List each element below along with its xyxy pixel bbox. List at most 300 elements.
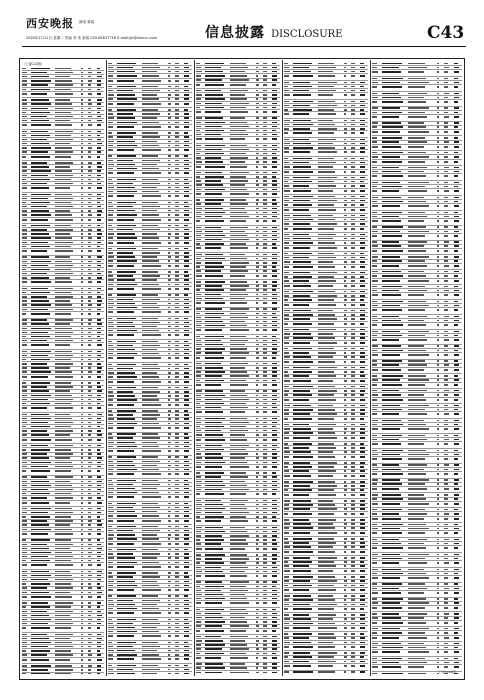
table-cell <box>184 506 192 509</box>
table-row <box>22 406 104 413</box>
text-placeholder <box>175 364 179 365</box>
table-cell <box>88 84 95 87</box>
table-cell <box>117 533 141 536</box>
table-cell <box>263 175 271 178</box>
table-cell <box>184 538 192 541</box>
table-cell <box>196 270 204 273</box>
text-placeholder <box>142 94 157 95</box>
text-placeholder <box>117 423 137 424</box>
text-placeholder <box>55 332 74 333</box>
text-placeholder <box>142 229 160 230</box>
text-placeholder <box>88 359 92 360</box>
table-cell <box>108 580 116 583</box>
text-placeholder <box>184 503 188 504</box>
text-placeholder <box>184 437 188 438</box>
table-cell <box>108 363 116 366</box>
text-placeholder <box>256 94 258 95</box>
table-cell <box>22 578 30 581</box>
table-cell <box>168 506 173 509</box>
table-cell <box>55 484 80 487</box>
text-placeholder <box>81 292 83 293</box>
text-placeholder <box>55 627 71 629</box>
table-cell <box>31 308 54 311</box>
table-cell <box>117 159 141 162</box>
text-placeholder <box>175 456 179 457</box>
text-placeholder <box>117 330 137 331</box>
text-placeholder <box>230 172 249 173</box>
text-placeholder <box>272 340 276 341</box>
table-cell <box>81 520 86 523</box>
table-cell <box>196 211 204 214</box>
text-placeholder <box>168 90 170 91</box>
text-placeholder <box>81 202 83 203</box>
table-cell <box>31 71 54 74</box>
text-placeholder <box>108 288 113 290</box>
table-cell <box>22 165 30 168</box>
text-placeholder <box>97 340 101 341</box>
text-placeholder <box>88 407 92 409</box>
text-placeholder <box>263 189 267 190</box>
text-placeholder <box>175 303 179 304</box>
table-cell <box>108 657 116 660</box>
table-cell <box>256 257 261 260</box>
table-cell <box>55 209 80 212</box>
table-cell <box>81 115 86 118</box>
table-cell <box>108 495 116 498</box>
table-cell <box>117 102 141 105</box>
table-cell <box>272 165 280 168</box>
text-placeholder <box>22 453 27 454</box>
table-cell <box>142 264 167 267</box>
table-cell <box>168 121 173 124</box>
text-placeholder <box>22 135 26 136</box>
text-placeholder <box>88 175 91 176</box>
table-cell <box>168 89 173 92</box>
text-placeholder <box>175 423 179 424</box>
text-placeholder <box>108 461 113 462</box>
table-cell <box>97 390 104 393</box>
table-cell <box>55 515 80 518</box>
table-cell <box>184 622 192 625</box>
table-cell <box>117 70 141 73</box>
table-cell <box>263 129 271 132</box>
text-placeholder <box>81 646 83 647</box>
text-placeholder <box>168 172 170 174</box>
table-cell <box>142 182 167 185</box>
table-cell <box>81 386 86 389</box>
table-cell <box>196 328 204 331</box>
table-cell <box>272 280 280 283</box>
text-placeholder <box>168 456 170 457</box>
text-placeholder <box>88 434 92 435</box>
table-cell <box>81 358 86 361</box>
text-placeholder <box>55 476 73 477</box>
text-placeholder <box>175 526 179 527</box>
text-placeholder <box>256 84 258 86</box>
table-cell <box>175 344 183 347</box>
table-cell <box>55 339 80 342</box>
table-cell <box>88 484 95 487</box>
table-cell <box>31 362 54 365</box>
table-cell <box>184 645 192 648</box>
table-cell <box>142 232 167 235</box>
text-placeholder <box>55 198 74 199</box>
table-cell <box>142 672 167 674</box>
text-placeholder <box>88 524 92 525</box>
text-placeholder <box>142 248 158 249</box>
table-cell <box>184 468 192 471</box>
table-cell <box>272 171 280 174</box>
text-placeholder <box>263 239 266 240</box>
text-placeholder <box>22 198 27 199</box>
table-cell <box>117 367 141 370</box>
table-cell <box>31 425 54 428</box>
text-placeholder <box>263 193 266 195</box>
table-cell <box>117 356 141 359</box>
table-cell <box>108 317 116 320</box>
table-cell <box>175 506 183 509</box>
text-placeholder <box>256 117 258 118</box>
text-placeholder <box>117 248 136 249</box>
text-placeholder <box>142 581 157 582</box>
table-cell <box>117 186 141 189</box>
text-placeholder <box>81 611 83 612</box>
table-cell <box>263 289 271 292</box>
text-placeholder <box>175 572 179 573</box>
text-placeholder <box>22 147 27 148</box>
table-cell <box>168 565 173 568</box>
text-placeholder <box>263 98 267 99</box>
text-placeholder <box>31 466 48 467</box>
table-cell <box>263 198 271 201</box>
table-cell <box>81 134 86 137</box>
table-cell <box>31 205 54 208</box>
text-placeholder <box>117 252 133 253</box>
text-placeholder <box>88 309 91 310</box>
table-cell <box>31 79 54 82</box>
text-placeholder <box>168 248 170 249</box>
text-placeholder <box>22 269 26 270</box>
text-placeholder <box>55 242 74 243</box>
text-placeholder <box>168 461 170 462</box>
table-cell <box>97 633 104 636</box>
table-cell <box>97 507 104 510</box>
table-cell <box>88 165 95 168</box>
table-cell <box>31 155 54 158</box>
table-cell <box>108 260 116 263</box>
text-placeholder <box>22 328 27 329</box>
table-cell <box>175 131 183 134</box>
text-placeholder <box>168 623 170 624</box>
text-placeholder <box>108 658 113 660</box>
table-cell <box>142 409 167 412</box>
text-placeholder <box>184 595 188 596</box>
table-cell <box>142 390 167 393</box>
text-placeholder <box>97 162 101 163</box>
text-placeholder <box>256 281 258 282</box>
table-cell <box>22 260 30 263</box>
text-placeholder <box>55 650 71 651</box>
text-placeholder <box>31 418 51 419</box>
table-cell <box>230 328 255 331</box>
table-cell <box>108 270 116 273</box>
text-placeholder <box>22 445 27 446</box>
table-cell <box>142 565 167 568</box>
table-cell <box>108 283 116 286</box>
table-cell <box>196 324 204 327</box>
text-placeholder <box>88 669 91 670</box>
table-cell <box>88 146 95 149</box>
text-placeholder <box>256 336 258 337</box>
text-placeholder <box>88 80 92 81</box>
text-placeholder <box>142 469 159 470</box>
text-placeholder <box>81 265 83 266</box>
text-placeholder <box>31 202 50 203</box>
text-placeholder <box>55 363 73 364</box>
text-placeholder <box>88 627 92 629</box>
table-cell <box>256 106 261 109</box>
table-cell <box>22 480 30 483</box>
table-row <box>22 626 104 633</box>
table-cell <box>184 62 192 65</box>
table-cell <box>142 163 167 166</box>
text-placeholder <box>117 260 137 261</box>
text-placeholder <box>168 526 170 527</box>
text-placeholder <box>184 275 188 276</box>
table-cell <box>168 340 173 343</box>
text-placeholder <box>31 470 50 472</box>
text-placeholder <box>117 376 137 377</box>
table-cell <box>184 495 192 498</box>
table-cell <box>196 246 204 249</box>
table-cell <box>142 325 167 328</box>
table-cell <box>108 102 116 105</box>
table-cell <box>168 140 173 143</box>
table-cell <box>230 301 255 304</box>
table-cell <box>22 406 30 409</box>
text-placeholder <box>168 391 170 392</box>
text-placeholder <box>108 160 113 161</box>
text-placeholder <box>55 194 72 195</box>
text-placeholder <box>55 116 73 117</box>
table-cell <box>168 394 173 397</box>
text-placeholder <box>81 376 83 378</box>
table-cell <box>168 237 173 240</box>
table-cell <box>31 637 54 640</box>
table-cell <box>31 461 54 464</box>
table-row <box>108 125 192 132</box>
table-cell <box>175 529 183 532</box>
text-placeholder <box>81 426 83 427</box>
table-cell <box>142 356 167 359</box>
table-cell <box>168 302 173 305</box>
table-cell <box>142 611 167 614</box>
text-placeholder <box>263 203 267 204</box>
table-cell <box>22 673 30 674</box>
text-placeholder <box>263 126 266 127</box>
table-cell <box>108 264 116 267</box>
text-placeholder <box>97 151 102 152</box>
table-cell <box>205 280 229 283</box>
table-cell <box>22 213 30 216</box>
table-cell <box>184 251 192 254</box>
table-cell <box>88 492 95 495</box>
text-placeholder <box>184 172 189 174</box>
text-placeholder <box>184 473 189 475</box>
text-placeholder <box>97 552 101 553</box>
table-cell <box>184 264 192 267</box>
table-cell <box>22 520 30 523</box>
text-placeholder <box>117 71 135 72</box>
text-placeholder <box>31 502 49 504</box>
table-cell <box>168 561 173 564</box>
table-cell <box>230 316 255 319</box>
text-placeholder <box>108 229 113 230</box>
text-placeholder <box>88 587 92 588</box>
continued-note: （上接C42版） <box>22 62 45 66</box>
table-cell <box>205 207 229 210</box>
text-placeholder <box>175 650 179 651</box>
text-placeholder <box>31 242 48 243</box>
text-placeholder <box>272 270 276 271</box>
table-cell <box>196 133 204 136</box>
text-placeholder <box>22 556 27 557</box>
text-placeholder <box>263 298 267 299</box>
table-cell <box>205 297 229 300</box>
table-cell <box>22 197 30 200</box>
text-placeholder <box>168 117 170 118</box>
table-cell <box>184 525 192 528</box>
table-cell <box>184 649 192 652</box>
table-cell <box>97 308 104 311</box>
text-placeholder <box>117 600 133 601</box>
table-cell <box>81 421 86 424</box>
table-cell <box>256 102 261 105</box>
text-placeholder <box>196 363 201 364</box>
table-cell <box>175 445 183 448</box>
table-row <box>108 171 192 178</box>
table-cell <box>55 547 80 550</box>
table-cell <box>184 144 192 147</box>
table-cell <box>117 622 141 625</box>
table-cell <box>168 125 173 128</box>
table-cell <box>168 159 173 162</box>
text-placeholder <box>108 410 112 411</box>
text-placeholder <box>230 184 245 185</box>
text-placeholder <box>97 548 102 549</box>
text-placeholder <box>31 430 46 431</box>
text-placeholder <box>31 179 50 180</box>
table-cell <box>22 75 30 78</box>
table-row <box>22 155 104 162</box>
table-cell <box>81 123 86 126</box>
text-placeholder <box>142 635 161 637</box>
text-placeholder <box>168 473 170 475</box>
text-placeholder <box>117 619 136 620</box>
table-cell <box>142 422 167 425</box>
table-cell <box>31 444 54 447</box>
text-placeholder <box>272 371 276 372</box>
text-placeholder <box>108 496 113 498</box>
table-cell <box>117 538 141 541</box>
table-cell <box>168 279 173 282</box>
text-placeholder <box>142 543 161 545</box>
table-cell <box>205 230 229 233</box>
text-placeholder <box>108 387 112 388</box>
table-cell <box>81 75 86 78</box>
table-cell <box>31 413 54 416</box>
text-placeholder <box>256 126 258 127</box>
text-placeholder <box>22 665 27 666</box>
text-placeholder <box>81 493 83 494</box>
table-cell <box>196 253 204 256</box>
table-cell <box>22 614 30 617</box>
table-cell <box>22 343 30 346</box>
table-cell <box>31 469 54 472</box>
text-placeholder <box>230 212 247 213</box>
text-placeholder <box>108 345 113 346</box>
table-cell <box>263 285 271 288</box>
table-cell <box>184 603 192 606</box>
table-cell <box>31 174 54 177</box>
table-cell <box>142 321 167 324</box>
text-placeholder <box>117 589 134 591</box>
table-cell <box>81 209 86 212</box>
text-placeholder <box>97 434 102 435</box>
table-cell <box>117 256 141 259</box>
text-placeholder <box>55 269 71 270</box>
table-cell <box>117 542 141 545</box>
table-cell <box>31 476 54 479</box>
table-cell <box>168 371 173 374</box>
table-cell <box>55 649 80 652</box>
table-cell <box>88 134 95 137</box>
table-cell <box>168 399 173 402</box>
text-placeholder <box>175 562 179 563</box>
text-placeholder <box>108 553 113 554</box>
table-cell <box>184 390 192 393</box>
table-cell <box>97 375 104 378</box>
table-cell <box>175 256 183 259</box>
text-placeholder <box>88 596 92 598</box>
text-placeholder <box>117 650 135 651</box>
text-placeholder <box>184 612 189 614</box>
table-cell <box>184 159 192 162</box>
table-cell <box>175 163 183 166</box>
text-placeholder <box>117 191 137 192</box>
table-cell <box>168 630 173 633</box>
table-cell <box>272 352 280 355</box>
text-placeholder <box>184 399 188 400</box>
table-cell <box>272 175 280 178</box>
table-cell <box>55 371 80 374</box>
table-cell <box>256 219 261 222</box>
text-placeholder <box>196 336 200 337</box>
table-cell <box>88 386 95 389</box>
text-placeholder <box>81 533 83 535</box>
table-cell <box>81 551 86 554</box>
table-cell <box>205 144 229 147</box>
table-cell <box>55 308 80 311</box>
text-placeholder <box>55 529 72 530</box>
table-cell <box>88 381 95 384</box>
text-placeholder <box>108 122 113 123</box>
table-cell <box>55 654 80 657</box>
text-placeholder <box>184 183 188 184</box>
text-placeholder <box>117 242 134 244</box>
text-placeholder <box>97 219 102 221</box>
table-cell <box>117 595 141 598</box>
